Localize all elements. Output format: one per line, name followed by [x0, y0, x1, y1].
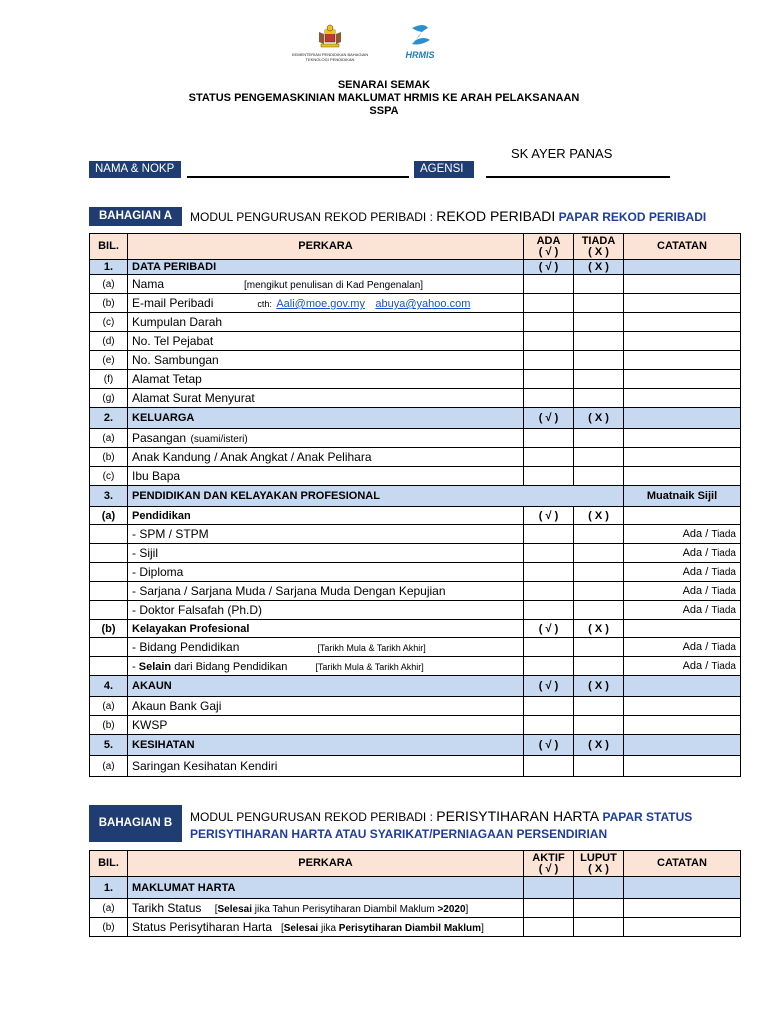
tiada-cell[interactable] — [574, 370, 624, 389]
col-ada: ADA ( √ ) — [524, 234, 574, 260]
subsection-kelayakan: (b) Kelayakan Profesional ( √ ) ( X ) — [90, 620, 741, 638]
col-perkara: PERKARA — [128, 234, 524, 260]
ada-cell[interactable] — [524, 370, 574, 389]
catatan-cell[interactable] — [624, 716, 741, 735]
table-row: (g) Alamat Surat Menyurat — [90, 389, 741, 408]
ada-cell[interactable] — [524, 716, 574, 735]
section-data-peribadi: 1. DATA PERIBADI ( √ ) ( X ) — [90, 260, 741, 275]
papar-rekod-link[interactable]: PAPAR REKOD PERIBADI — [558, 210, 707, 224]
ada-cell[interactable] — [524, 697, 574, 716]
bahagian-b-tag: BAHAGIAN B — [89, 805, 182, 842]
table-row: (c) Kumpulan Darah — [90, 313, 741, 332]
tiada-cell[interactable] — [574, 448, 624, 467]
bahagian-a-tag: BAHAGIAN A — [89, 207, 182, 226]
title-line-2: STATUS PENGEMASKINIAN MAKLUMAT HRMIS KE ARAH PELAKSANAAN — [188, 92, 580, 104]
tiada-cell[interactable] — [574, 544, 624, 563]
ada-tiada-option[interactable]: Ada / Tiada — [624, 601, 741, 620]
ada-tiada-option[interactable]: Ada / Tiada — [624, 525, 741, 544]
luput-cell[interactable] — [574, 899, 624, 918]
ada-cell[interactable] — [524, 448, 574, 467]
title-line-1: SENARAI SEMAK — [337, 79, 431, 91]
catatan-cell[interactable] — [624, 448, 741, 467]
tiada-cell[interactable] — [574, 389, 624, 408]
catatan-cell[interactable] — [624, 351, 741, 370]
tiada-cell[interactable] — [574, 716, 624, 735]
email-example-link-1[interactable]: Aali@moe.gov.my — [276, 298, 365, 310]
aktif-cell[interactable] — [524, 918, 574, 937]
ministry-logo — [290, 22, 370, 66]
table-row: (b) E-mail Peribadi cth: Aali@moe.gov.my abuya@yahoo.com — [90, 294, 741, 313]
ada-cell[interactable] — [524, 467, 574, 486]
tiada-cell[interactable] — [574, 638, 624, 657]
hrmis-swoosh-icon — [398, 22, 442, 52]
ada-cell[interactable] — [524, 313, 574, 332]
ada-cell[interactable] — [524, 351, 574, 370]
col-aktif: AKTIF ( √ ) — [524, 851, 574, 877]
agensi-label: AGENSI — [414, 161, 474, 178]
table-row: (a) Saringan Kesihatan Kendiri — [90, 756, 741, 777]
col-catatan: CATATAN — [624, 234, 741, 260]
col-tiada: TIADA ( X ) — [574, 234, 624, 260]
ada-tiada-option[interactable]: Ada / Tiada — [624, 657, 741, 676]
section-maklumat-harta: 1. MAKLUMAT HARTA — [90, 877, 741, 899]
bahagian-a-module — [190, 208, 706, 224]
email-example-link-2[interactable]: abuya@yahoo.com — [375, 298, 471, 310]
catatan-cell[interactable] — [624, 294, 741, 313]
table-row: - Sijil Ada / Tiada — [90, 544, 741, 563]
ministry-logo-caption: KEMENTERIAN PENDIDIKAN BAHAGIAN TEKNOLOGI PENDIDIKAN — [291, 52, 369, 62]
module-prefix: MODUL PENGURUSAN REKOD PERIBADI : — [190, 810, 437, 824]
table-row: (a) Akaun Bank Gaji — [90, 697, 741, 716]
catatan-cell[interactable] — [624, 332, 741, 351]
catatan-cell[interactable] — [624, 370, 741, 389]
tiada-cell[interactable] — [574, 429, 624, 448]
hrmis-logo-caption: HRMIS — [405, 50, 435, 60]
ada-cell[interactable] — [524, 294, 574, 313]
ada-cell[interactable] — [524, 756, 574, 777]
papar-status-link[interactable]: PAPAR STATUS — [602, 810, 693, 824]
section-akaun: 4. AKAUN ( √ ) ( X ) — [90, 676, 741, 697]
table-row: (a) Tarikh Status [Selesai jika Tahun Perisytiharan Diambil Maklum >2020] — [90, 899, 741, 918]
checklist-table-b — [89, 850, 741, 937]
catatan-cell[interactable] — [624, 389, 741, 408]
table-row: (b) KWSP — [90, 716, 741, 735]
ada-cell[interactable] — [524, 544, 574, 563]
ada-cell[interactable] — [524, 638, 574, 657]
title-line-3: SSPA — [369, 105, 399, 117]
tiada-cell[interactable] — [574, 756, 624, 777]
muatnaik-sijil-label: Muatnaik Sijil — [624, 486, 741, 507]
school-name: SK AYER PANAS — [511, 146, 613, 161]
ada-cell[interactable] — [524, 332, 574, 351]
tiada-cell[interactable] — [574, 275, 624, 294]
coat-of-arms-icon — [316, 24, 344, 50]
ada-cell[interactable] — [524, 582, 574, 601]
tiada-cell[interactable] — [574, 601, 624, 620]
tiada-cell[interactable] — [574, 563, 624, 582]
tiada-cell[interactable] — [574, 313, 624, 332]
bahagian-b-module — [190, 808, 692, 824]
ada-cell[interactable] — [524, 275, 574, 294]
tiada-cell[interactable] — [574, 582, 624, 601]
section-kesihatan: 5. KESIHATAN ( √ ) ( X ) — [90, 735, 741, 756]
table-row: - Bidang Pendidikan [Tarikh Mula & Tarikh Akhir] Ada / Tiada — [90, 638, 741, 657]
ada-cell[interactable] — [524, 563, 574, 582]
table-row: (b) Anak Kandung / Anak Angkat / Anak Pelihara — [90, 448, 741, 467]
tiada-cell[interactable] — [574, 467, 624, 486]
table-row: - Selain dari Bidang Pendidikan [Tarikh Mula & Tarikh Akhir] Ada / Tiada — [90, 657, 741, 676]
table-row: - Doktor Falsafah (Ph.D) Ada / Tiada — [90, 601, 741, 620]
table-row: (a) Nama [mengikut penulisan di Kad Pengenalan] — [90, 275, 741, 294]
catatan-cell[interactable] — [624, 899, 741, 918]
catatan-cell[interactable] — [624, 429, 741, 448]
module-prefix: MODUL PENGURUSAN REKOD PERIBADI : — [190, 210, 437, 224]
agensi-field[interactable] — [486, 160, 670, 178]
module-name: PERISYTIHARAN HARTA — [436, 808, 600, 824]
catatan-cell[interactable] — [624, 467, 741, 486]
aktif-cell[interactable] — [524, 899, 574, 918]
ada-tiada-option[interactable]: Ada / Tiada — [624, 563, 741, 582]
section-keluarga: 2. KELUARGA ( √ ) ( X ) — [90, 408, 741, 429]
tiada-cell[interactable] — [574, 657, 624, 676]
col-bil: BIL. — [90, 234, 128, 260]
tiada-cell[interactable] — [574, 332, 624, 351]
ada-cell[interactable] — [524, 525, 574, 544]
col-catatan: CATATAN — [624, 851, 741, 877]
ada-cell[interactable] — [524, 429, 574, 448]
catatan-cell[interactable] — [624, 275, 741, 294]
ada-tiada-option[interactable]: Ada / Tiada — [624, 544, 741, 563]
subsection-pendidikan: (a) Pendidikan ( √ ) ( X ) — [90, 507, 741, 525]
table-row: - SPM / STPM Ada / Tiada — [90, 525, 741, 544]
ada-cell[interactable] — [524, 601, 574, 620]
ada-cell[interactable] — [524, 389, 574, 408]
catatan-cell[interactable] — [624, 697, 741, 716]
catatan-cell[interactable] — [624, 918, 741, 937]
tiada-cell[interactable] — [574, 351, 624, 370]
table-row: (f) Alamat Tetap — [90, 370, 741, 389]
nama-nokp-label: NAMA & NOKP — [89, 161, 181, 178]
tiada-cell[interactable] — [574, 294, 624, 313]
tiada-cell[interactable] — [574, 697, 624, 716]
ada-tiada-option[interactable]: Ada / Tiada — [624, 582, 741, 601]
col-bil: BIL. — [90, 851, 128, 877]
checklist-table-a — [89, 233, 741, 777]
module-name: REKOD PERIBADI — [436, 208, 556, 224]
nama-nokp-field[interactable] — [187, 160, 409, 178]
table-row: - Sarjana / Sarjana Muda / Sarjana Muda Dengan Kepujian Ada / Tiada — [90, 582, 741, 601]
table-row: (e) No. Sambungan — [90, 351, 741, 370]
tiada-cell[interactable] — [574, 525, 624, 544]
ada-tiada-option[interactable]: Ada / Tiada — [624, 638, 741, 657]
table-row: (a) Pasangan (suami/isteri) — [90, 429, 741, 448]
perisytiharan-link[interactable]: PERISYTIHARAN HARTA ATAU SYARIKAT/PERNIAGAAN PERSENDIRIAN — [190, 827, 608, 841]
col-perkara: PERKARA — [128, 851, 524, 877]
catatan-cell[interactable] — [624, 756, 741, 777]
section-pendidikan: 3. PENDIDIKAN DAN KELAYAKAN PROFESIONAL Muatnaik Sijil — [90, 486, 741, 507]
table-row: (d) No. Tel Pejabat — [90, 332, 741, 351]
table-row: (c) Ibu Bapa — [90, 467, 741, 486]
table-row: - Diploma Ada / Tiada — [90, 563, 741, 582]
luput-cell[interactable] — [574, 918, 624, 937]
hrmis-logo — [398, 22, 442, 62]
catatan-cell[interactable] — [624, 313, 741, 332]
col-luput: LUPUT ( X ) — [574, 851, 624, 877]
ada-cell[interactable] — [524, 657, 574, 676]
table-row: (b) Status Perisytiharan Harta [Selesai jika Perisytiharan Diambil Maklum] — [90, 918, 741, 937]
